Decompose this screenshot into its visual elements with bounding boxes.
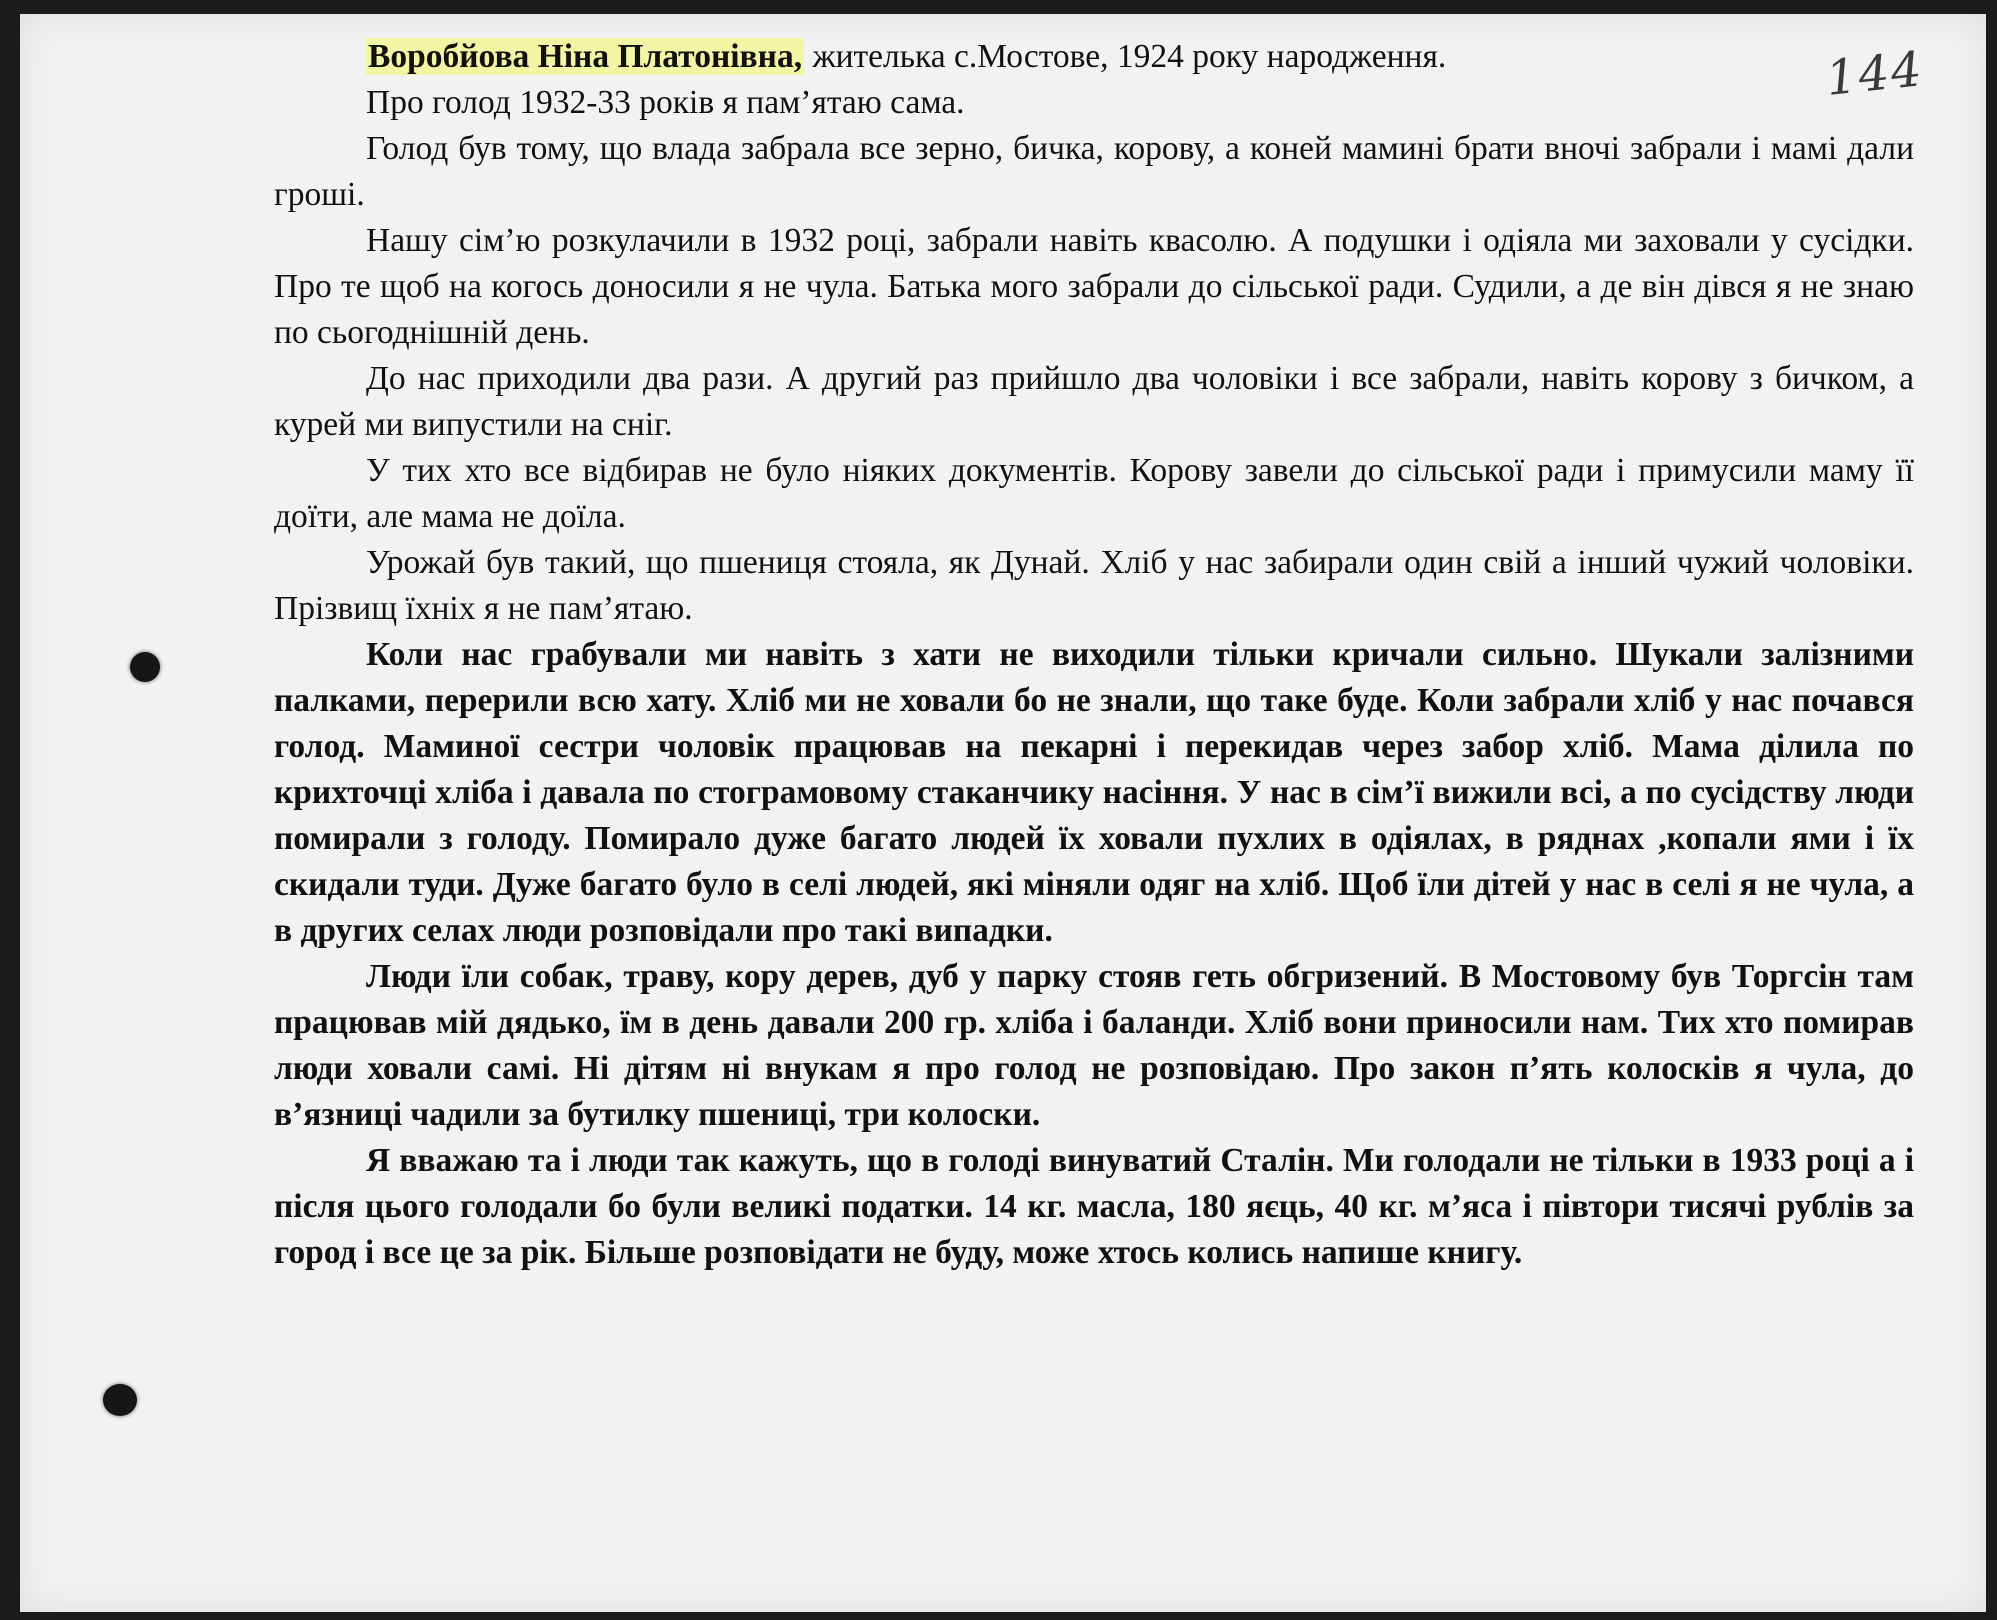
paragraph: Коли нас грабували ми навіть з хати не виходили тільки кричали сильно. Шукали залізними палками, перерили всю хату. Хліб ми не ховали бо не знали, що таке буде. Коли забрали хліб у нас почався голод. Маминої сестри чоловік працював на пекарні і перекидав через забор хліб. Мама ділила по крихточці хліба і давала по стограмовому стаканчику насіння. У нас в сім’ї вижили всі, а по сусідству люди помирали з голоду. Помирало дуже багато людей їх ховали пухлих в одіялах, в ряднах ,копали ями і їх скидали туди. Дуже багато було в селі людей, які міняли одяг на хліб. Щоб їли дітей у нас в селі я не чула, а в других селах люди розповідали про такі випадки. (274, 636, 1914, 949)
punch-hole (130, 652, 160, 682)
testimony-text (274, 34, 1914, 1276)
paper-sheet (20, 14, 1986, 1612)
punch-hole (103, 1384, 137, 1416)
paragraph: Нашу сім’ю розкулачили в 1932 році, забрали навіть квасолю. А подушки і одіяла ми заховали у сусідки. Про те щоб на когось доносили я не чула. Батька мого забрали до сільської ради. Судили, а де він дівся я не знаю по сьогоднішній день. (274, 222, 1914, 351)
handwritten-page-number: 144 (1823, 41, 1927, 107)
paragraph: До нас приходили два рази. А другий раз прийшло два чоловіки і все забрали, навіть корову з бичком, а курей ми випустили на сніг. (274, 360, 1914, 443)
paragraph: Про голод 1932-33 років я пам’ятаю сама. (366, 84, 965, 121)
paragraph: Люди їли собак, траву, кору дерев, дуб у парку стояв геть обгризений. В Мостовому був Торгсін там працював мій дядько, їм в день давали 200 гр. хліба і баланди. Хліб вони приносили нам. Тих хто помирав люди ховали самі. Ні дітям ні внукам я про голод не розповідаю. Про закон п’ять колосків я чула, до в’язниці чадили за бутилку пшениці, три колоски. (274, 958, 1914, 1133)
paragraph: У тих хто все відбирав не було ніяких документів. Корову завели до сільської ради і примусили маму її доїти, але мама не доїла. (274, 452, 1914, 535)
paragraph: Голод був тому, що влада забрала все зерно, бичка, корову, а коней мамині брати вночі забрали і мамі дали гроші. (274, 130, 1914, 213)
header-details: жителька с.Мостове, 1924 року народження. (804, 38, 1447, 75)
highlighted-name: Воробйова Ніна Платонівна, (368, 38, 803, 75)
header-line (274, 34, 1914, 80)
paragraph: Я вважаю та і люди так кажуть, що в голоді винуватий Сталін. Ми голодали не тільки в 1933 році а і після цього голодали бо були великі податки. 14 кг. масла, 180 яєць, 40 кг. м’яса і півтори тисячі рублів за город і все це за рік. Більше розповідати не буду, може хтось колись напише книгу. (274, 1142, 1914, 1271)
paragraph: Урожай був такий, що пшениця стояла, як Дунай. Хліб у нас забирали один свій а інший чужий чоловіки. Прізвищ їхніх я не пам’ятаю. (274, 544, 1914, 627)
